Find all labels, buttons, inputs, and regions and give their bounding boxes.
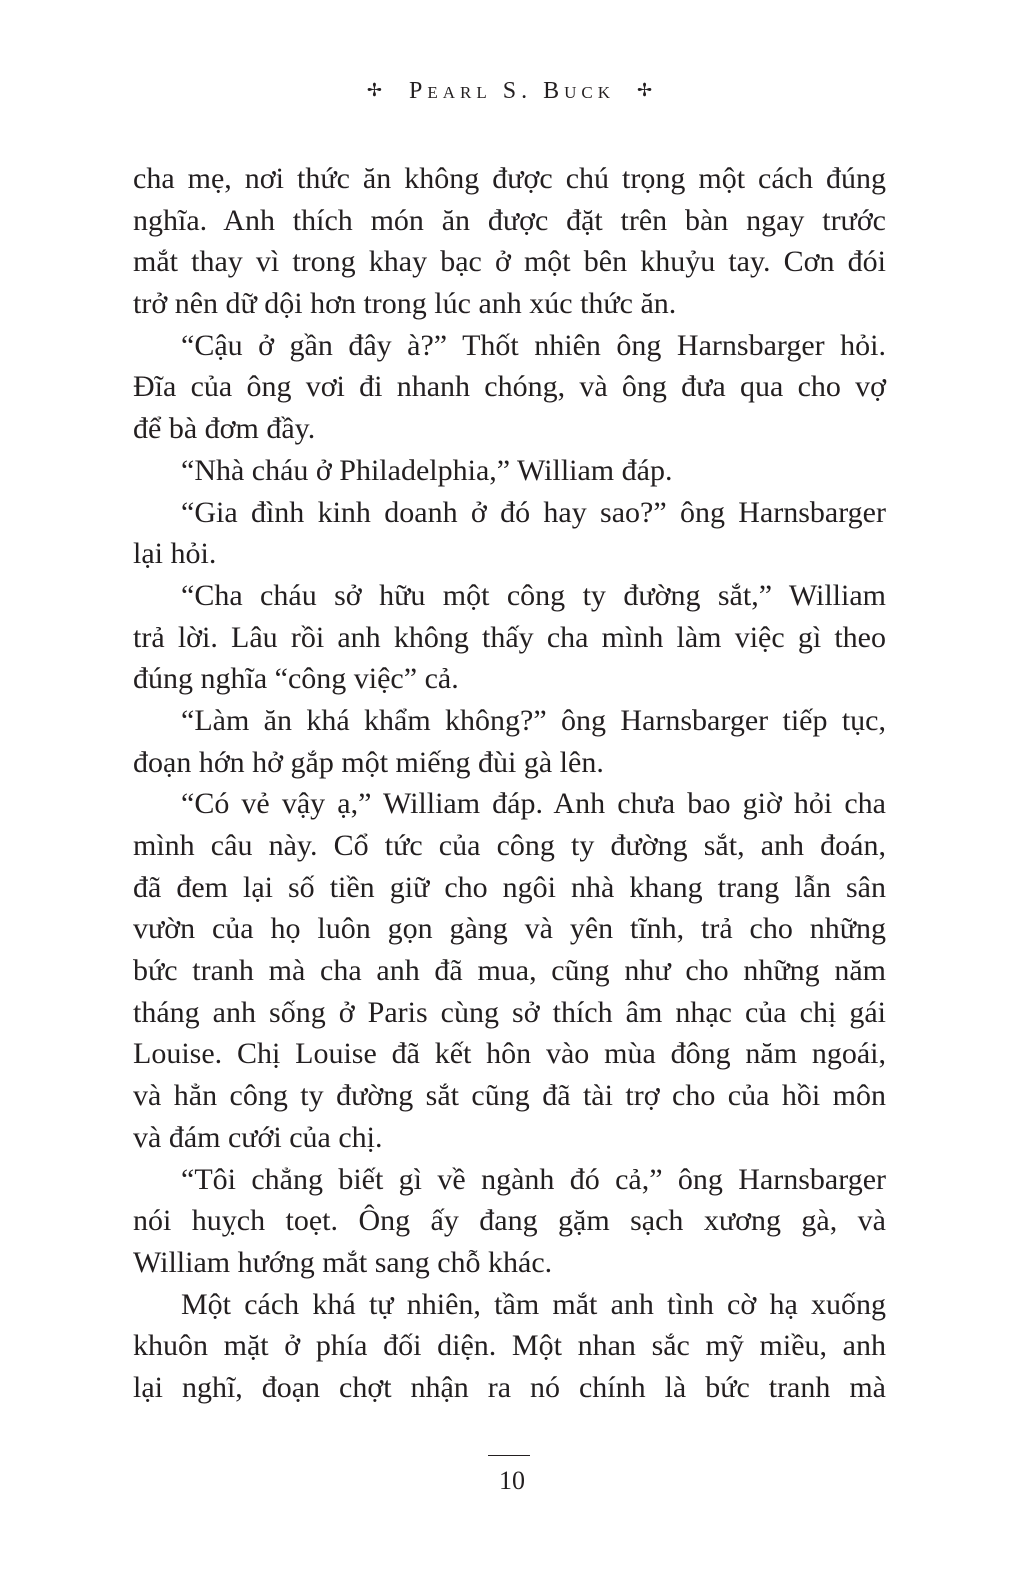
text-line: Louise. Chị Louise đã kết hôn vào mùa đông năm ngoái, — [133, 1037, 886, 1071]
text-line: và hẳn công ty đường sắt cũng đã tài trợ cho của hồi môn — [133, 1079, 886, 1113]
text-line: “Cha cháu sở hữu một công ty đường sắt,” William — [181, 578, 886, 612]
text-line: trả lời. Lâu rồi anh không thấy cha mình làm việc gì theo — [133, 620, 886, 654]
author-name: Pearl S. Buck — [409, 78, 615, 104]
text-line: cha mẹ, nơi thức ăn không được chú trọng một cách đúng — [133, 162, 886, 195]
text-line: “Tôi chẳng biết gì về ngành đó cả,” ông Harnsbarger — [181, 1162, 886, 1196]
body-text — [133, 158, 886, 1409]
text-line: lại hỏi. — [133, 537, 217, 571]
page-number-rule — [488, 1455, 530, 1456]
text-line: trở nên dữ dội hơn trong lúc anh xúc thức ăn. — [133, 287, 677, 321]
text-line: khuôn mặt ở phía đối diện. Một nhan sắc mỹ miều, anh — [133, 1329, 886, 1363]
text-line: nói huỵch toẹt. Ông ấy đang gặm sạch xương gà, và — [133, 1204, 886, 1238]
text-line: để bà đơm đầy. — [133, 412, 316, 446]
text-line: nghĩa. Anh thích món ăn được đặt trên bàn ngay trước — [133, 203, 886, 237]
text-line: “Làm ăn khá khẩm không?” ông Harnsbarger tiếp tục, — [181, 703, 886, 737]
text-line: và đám cưới của chị. — [133, 1120, 383, 1154]
text-line: lại nghĩ, đoạn chợt nhận ra nó chính là bức tranh mà — [133, 1370, 886, 1404]
ornament-icon: ✢ — [366, 80, 387, 100]
text-line: “Nhà cháu ở Philadelphia,” William đáp. — [181, 453, 673, 487]
text-line: đoạn hớn hở gắp một miếng đùi gà lên. — [133, 745, 604, 779]
text-line: đúng nghĩa “công việc” cả. — [133, 662, 459, 696]
page-number: 10 — [499, 1466, 525, 1495]
text-line: “Có vẻ vậy ạ,” William đáp. Anh chưa bao giờ hỏi cha — [181, 787, 886, 821]
text-line: vườn của họ luôn gọn gàng và yên tĩnh, trả cho những — [133, 912, 886, 946]
text-line: Một cách khá tự nhiên, tầm mắt anh tình cờ hạ xuống — [181, 1287, 886, 1321]
running-header — [0, 78, 1024, 105]
text-line: “Gia đình kinh doanh ở đó hay sao?” ông Harnsbarger — [181, 495, 886, 529]
text-line: William hướng mắt sang chỗ khác. — [133, 1245, 553, 1279]
text-line: Đĩa của ông vơi đi nhanh chóng, và ông đưa qua cho vợ — [133, 370, 886, 404]
text-line: tháng anh sống ở Paris cùng sở thích âm nhạc của chị gái — [133, 995, 886, 1029]
text-line: mắt thay vì trong khay bạc ở một bên khuỷu tay. Cơn đói — [133, 245, 886, 279]
text-line: mình câu này. Cổ tức của công ty đường sắt, anh đoán, — [133, 829, 886, 862]
ornament-icon: ✢ — [636, 80, 658, 100]
text-line: “Cậu ở gần đây à?” Thốt nhiên ông Harnsbarger hỏi. — [181, 328, 886, 362]
text-line: bức tranh mà cha anh đã mua, cũng như cho những năm — [133, 954, 886, 988]
text-line: đã đem lại số tiền giữ cho ngôi nhà khang trang lẫn sân — [133, 870, 886, 904]
